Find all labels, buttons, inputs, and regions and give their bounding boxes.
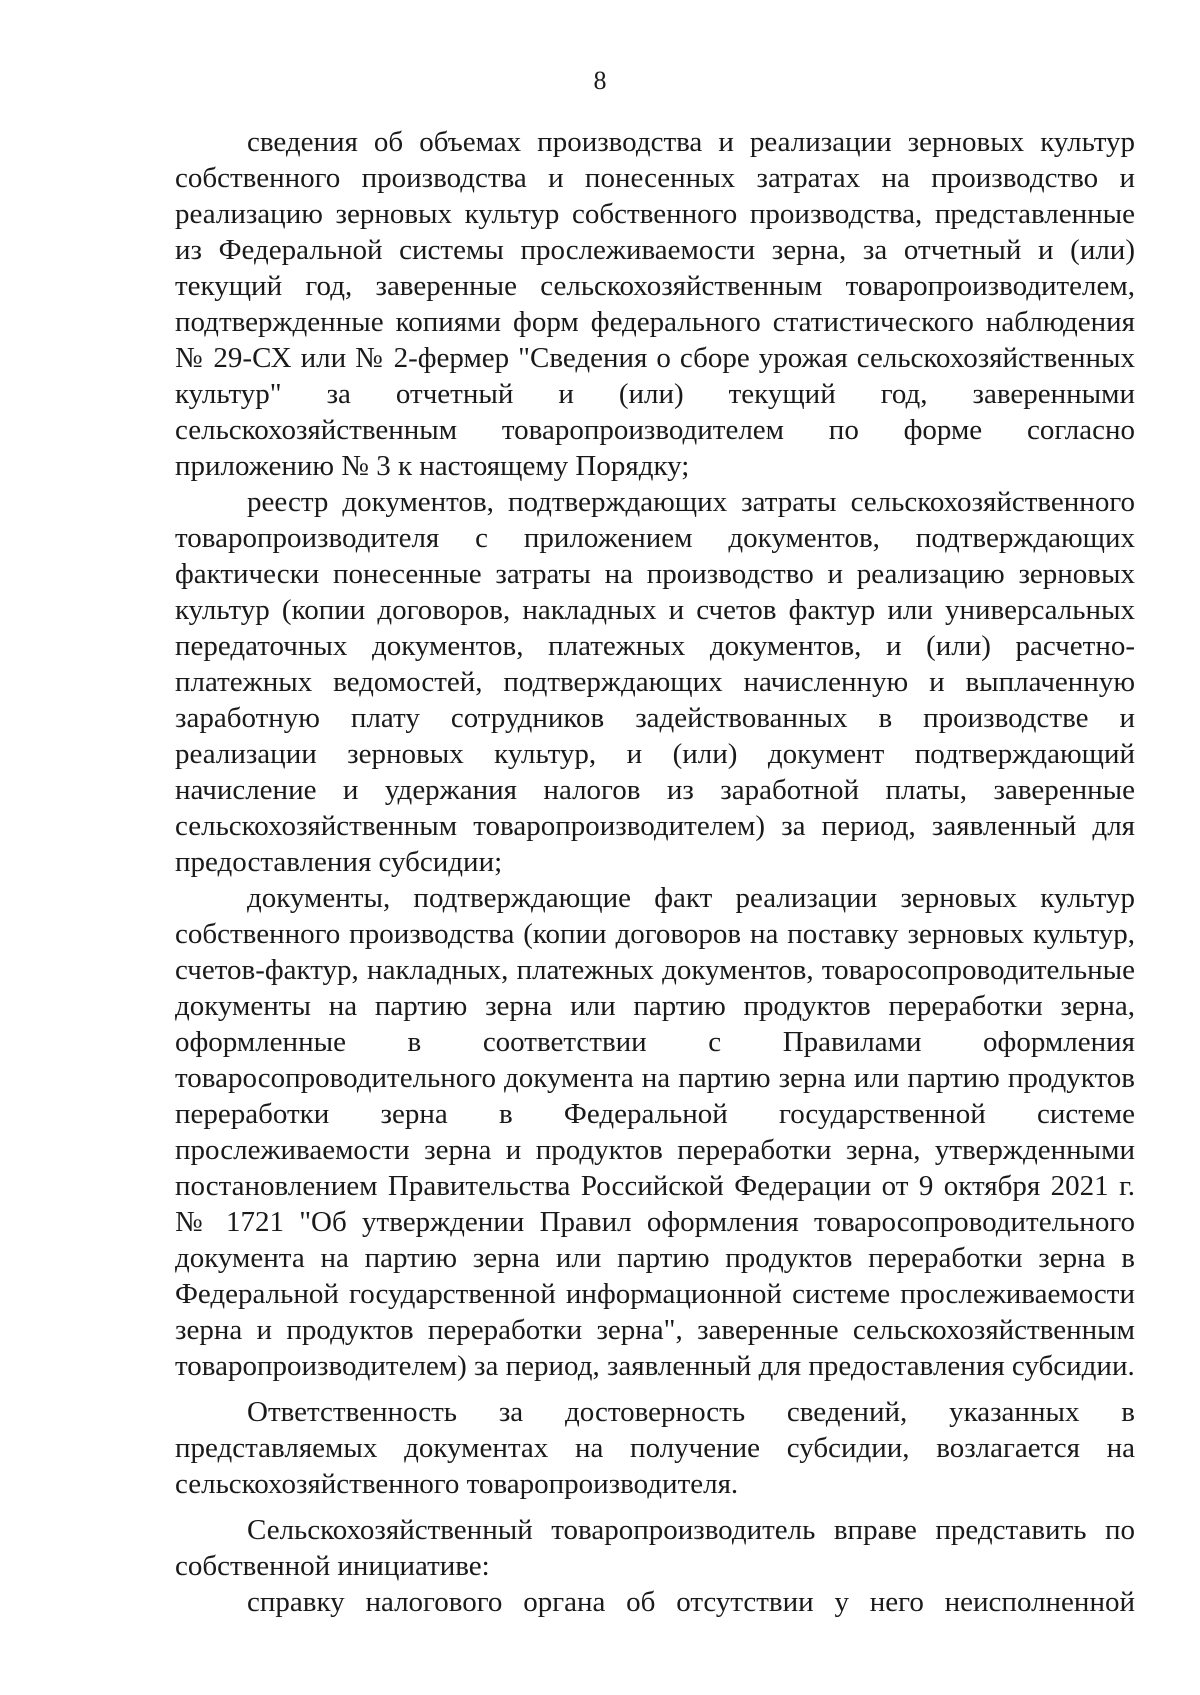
paragraph-sale-confirmation-documents: документы, подтверждающие факт реализации зерновых культур собственного производства (копии договоров на поставку зерновых культур, счетов-фактур, накладных, платежных документов, товаросопроводительные документы на партию зерна или партию продуктов переработки зерна, оформленные в соответствии с Правилами оформления товаросопроводительного документа на партию зерна или партию продуктов переработки зерна в Федеральной государственной системе прослеживаемости зерна и продуктов переработки зерна, утвержденными постановлением Правительства Российской Федерации от 9 октября 2021 г. № 1721 "Об утверждении Правил оформления товаросопроводительного документа на партию зерна или партию продуктов переработки зерна в Федеральной государственной информационной системе прослеживаемости зерна и продуктов переработки зерна", заверенные сельскохозяйственным товаропроизводителем) за период, заявленный для предоставления субсидии. xyxy=(175,882,1135,1382)
paragraph-grain-production-info: сведения об объемах производства и реализации зерновых культур собственного производства и понесенных затратах на производство и реализацию зерновых культур собственного производства, представленные из Федеральной системы прослеживаемости зерна, за отчетный и (или) текущий год, заверенные сельскохозяйственным товаропроизводителем, подтвержденные копиями форм федерального статистического наблюдения № 29-СХ или № 2-фермер "Сведения о сборе урожая сельскохозяйственных культур" за отчетный и (или) текущий год, заверенными сельскохозяйственным товаропроизводителем по форме согласно приложению № 3 к настоящему Порядку; xyxy=(175,126,1135,482)
paragraph-responsibility: Ответственность за достоверность сведений, указанных в представляемых документах на получение субсидии, возлагается на сельскохозяйственного товаропроизводителя. xyxy=(175,1396,1135,1500)
paragraph-cost-documents-register: реестр документов, подтверждающих затраты сельскохозяйственного товаропроизводителя с приложением документов, подтверждающих фактически понесенные затраты на производство и реализацию зерновых культур (копии договоров, накладных и счетов фактур или универсальных передаточных документов, платежных документов, и (или) расчетно-платежных ведомостей, подтверждающих начисленную и выплаченную заработную плату сотрудников задействованных в производстве и реализации зерновых культур, и (или) документ подтверждающий начисление и удержания налогов из заработной платы, заверенные сельскохозяйственным товаропроизводителем) за период, заявленный для предоставления субсидии; xyxy=(175,486,1135,878)
page-number: 8 xyxy=(593,66,607,95)
paragraph-tax-certificate: справку налогового органа об отсутствии у него неисполненной xyxy=(247,1586,1135,1618)
document-body xyxy=(175,124,1135,1620)
paragraph-own-initiative: Сельскохозяйственный товаропроизводитель вправе представить по собственной инициативе: xyxy=(175,1514,1135,1582)
